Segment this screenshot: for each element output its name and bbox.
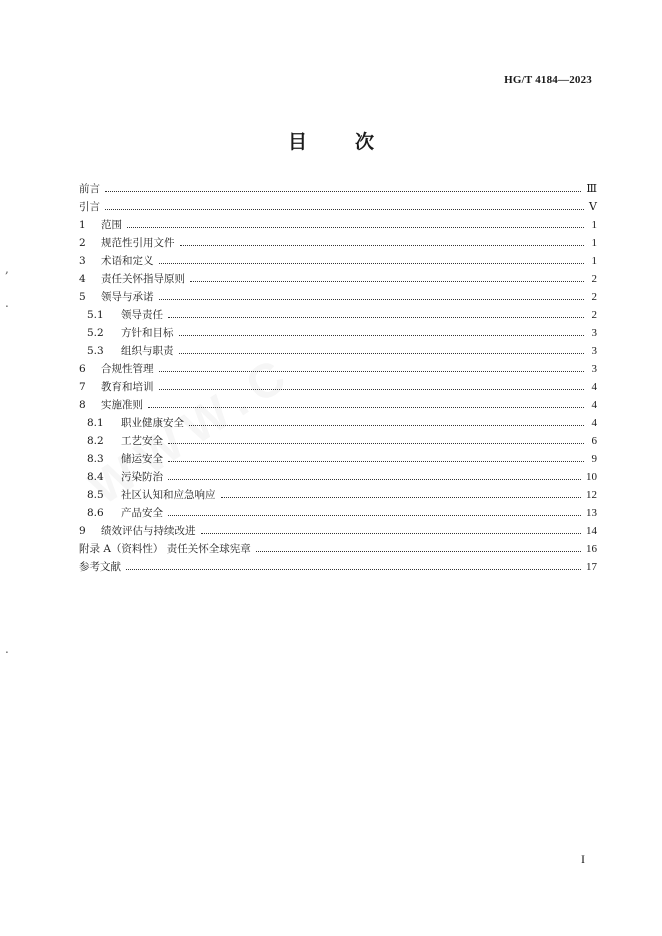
standard-code: HG/T 4184—2023: [504, 74, 592, 86]
toc-entry-page: 1: [591, 237, 597, 249]
toc-leader-dots: [168, 317, 584, 318]
toc-entry-label: 附录 A（资料性） 责任关怀全球宪章: [79, 543, 251, 555]
toc-entry-page: Ⅲ: [586, 183, 597, 195]
toc-leader-dots: [159, 263, 585, 264]
toc-entry[interactable]: [79, 234, 597, 252]
toc-entry[interactable]: [79, 378, 597, 396]
toc-entry[interactable]: [79, 288, 597, 306]
toc-entry[interactable]: [79, 180, 597, 198]
toc-entry-page: 4: [591, 381, 597, 393]
toc-title-char-1: 目: [287, 131, 307, 153]
toc-entry-page: 2: [591, 309, 597, 321]
toc-entry[interactable]: [79, 270, 597, 288]
toc-entry-number: 5: [79, 291, 86, 303]
toc-entry[interactable]: [79, 414, 597, 432]
toc-entry-label: 规范性引用文件: [101, 237, 175, 249]
toc-leader-dots: [168, 515, 581, 516]
toc-entry-label: 社区认知和应急响应: [121, 489, 216, 501]
toc-entry-number: 2: [79, 237, 86, 249]
toc-entry-number: 8.2: [87, 435, 104, 447]
toc-entry-number: 6: [79, 363, 86, 375]
toc-leader-dots: [221, 497, 582, 498]
toc-entry-number: 4: [79, 273, 86, 285]
toc-entry-label: 实施准则: [101, 399, 143, 411]
toc-entry-page: 12: [586, 489, 597, 501]
toc-title: [0, 127, 662, 154]
page-number: I: [581, 852, 585, 866]
toc-entry[interactable]: [79, 306, 597, 324]
toc-entry-label: 方针和目标: [121, 327, 174, 339]
toc-entry-number: 8.5: [87, 489, 104, 501]
toc-leader-dots: [105, 191, 581, 192]
toc-entry-number: 8.1: [87, 417, 104, 429]
toc-entry-page: 1: [591, 219, 597, 231]
toc-entry-page: 16: [586, 543, 597, 555]
toc-entry[interactable]: [79, 342, 597, 360]
toc-entry[interactable]: [79, 252, 597, 270]
toc-leader-dots: [190, 281, 584, 282]
toc-entry-number: 5.2: [87, 327, 104, 339]
toc-leader-dots: [201, 533, 582, 534]
toc-leader-dots: [127, 227, 584, 228]
toc-entry[interactable]: [79, 468, 597, 486]
margin-mark: ,: [5, 262, 9, 276]
toc-entry-label: 引言: [79, 201, 100, 213]
toc-entry[interactable]: [79, 504, 597, 522]
toc-entry-label: 绩效评估与持续改进: [101, 525, 196, 537]
toc-entry-label: 责任关怀指导原则: [101, 273, 185, 285]
margin-mark: .: [5, 296, 9, 310]
toc-entry[interactable]: [79, 540, 597, 558]
toc-entry-number: 1: [79, 219, 86, 231]
toc-entry-page: 6: [591, 435, 597, 447]
toc-leader-dots: [168, 461, 584, 462]
toc-entry-page: 1: [591, 255, 597, 267]
toc-entry-page: 4: [591, 417, 597, 429]
toc-entry-number: 3: [79, 255, 86, 267]
toc-entry[interactable]: [79, 216, 597, 234]
toc-entry-page: 14: [586, 525, 597, 537]
toc-entry-number: 8.6: [87, 507, 104, 519]
toc-entry-page: 13: [586, 507, 597, 519]
toc-entry-label: 工艺安全: [121, 435, 163, 447]
toc-entry-label: 范围: [101, 219, 122, 231]
toc-entry-page: 2: [591, 291, 597, 303]
toc-entry-number: 9: [79, 525, 86, 537]
toc-entry-number: 8: [79, 399, 86, 411]
toc-entry[interactable]: [79, 396, 597, 414]
toc-leader-dots: [126, 569, 581, 570]
table-of-contents: [79, 180, 597, 576]
toc-leader-dots: [168, 479, 581, 480]
toc-leader-dots: [159, 389, 585, 390]
toc-leader-dots: [189, 425, 584, 426]
toc-entry-label: 组织与职责: [121, 345, 174, 357]
toc-entry-page: 9: [591, 453, 597, 465]
toc-entry-page: 17: [586, 561, 597, 573]
toc-leader-dots: [159, 299, 585, 300]
toc-entry-label: 教育和培训: [101, 381, 154, 393]
toc-entry[interactable]: [79, 432, 597, 450]
toc-entry-number: 7: [79, 381, 86, 393]
toc-entry-page: 2: [591, 273, 597, 285]
toc-leader-dots: [148, 407, 584, 408]
toc-entry-label: 前言: [79, 183, 100, 195]
toc-entry[interactable]: [79, 324, 597, 342]
toc-leader-dots: [256, 551, 581, 552]
toc-leader-dots: [105, 209, 584, 210]
toc-entry-label: 领导责任: [121, 309, 163, 321]
toc-entry-page: Ⅴ: [589, 201, 597, 213]
toc-leader-dots: [159, 371, 585, 372]
margin-mark: .: [5, 642, 9, 656]
toc-entry-page: 10: [586, 471, 597, 483]
toc-entry-label: 合规性管理: [101, 363, 154, 375]
toc-leader-dots: [179, 335, 585, 336]
toc-leader-dots: [179, 353, 585, 354]
toc-entry-label: 参考文献: [79, 561, 121, 573]
toc-entry[interactable]: [79, 360, 597, 378]
toc-entry-label: 储运安全: [121, 453, 163, 465]
toc-entry[interactable]: [79, 450, 597, 468]
toc-title-char-2: 次: [355, 131, 375, 153]
toc-entry-label: 职业健康安全: [121, 417, 184, 429]
toc-entry[interactable]: [79, 522, 597, 540]
toc-leader-dots: [180, 245, 585, 246]
toc-entry-label: 术语和定义: [101, 255, 154, 267]
toc-entry[interactable]: [79, 198, 597, 216]
toc-entry-page: 3: [591, 363, 597, 375]
toc-entry-page: 3: [591, 327, 597, 339]
toc-entry-label: 产品安全: [121, 507, 163, 519]
toc-entry-label: 领导与承诺: [101, 291, 154, 303]
toc-entry-number: 5.3: [87, 345, 104, 357]
toc-entry-page: 3: [591, 345, 597, 357]
toc-entry-number: 8.3: [87, 453, 104, 465]
toc-entry-number: 5.1: [87, 309, 104, 321]
toc-entry-number: 8.4: [87, 471, 104, 483]
toc-entry[interactable]: [79, 486, 597, 504]
toc-entry[interactable]: [79, 558, 597, 576]
toc-entry-label: 污染防治: [121, 471, 163, 483]
toc-entry-page: 4: [591, 399, 597, 411]
toc-leader-dots: [168, 443, 584, 444]
